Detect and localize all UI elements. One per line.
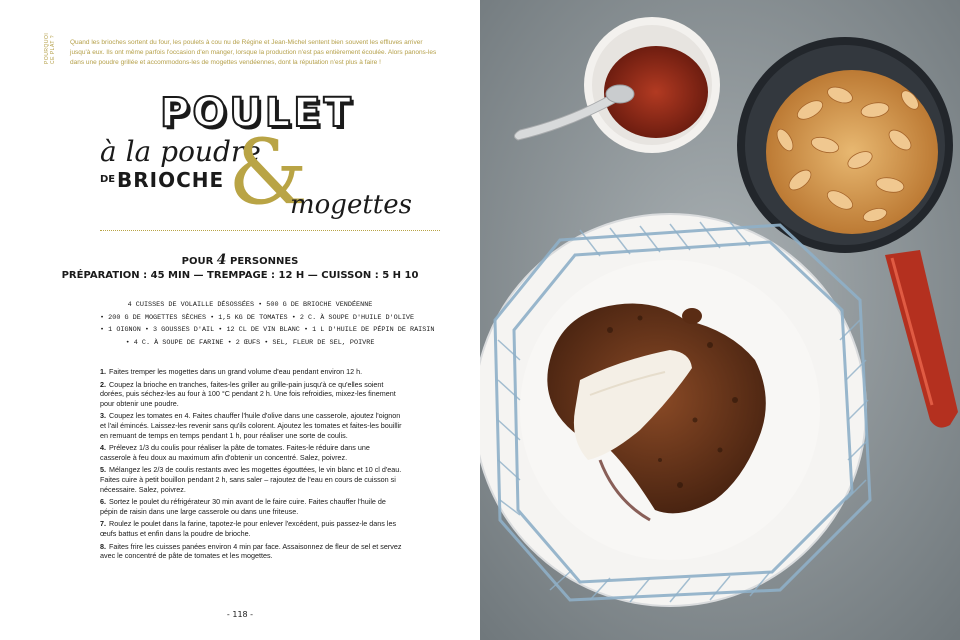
title-de: DE xyxy=(100,174,116,185)
step-number: 5. xyxy=(100,465,106,475)
page-number: - 118 - xyxy=(226,610,254,619)
step-text: Coupez les tomates en 4. Faites chauffer l'huile d'olive dans une casserole, ajoutez l'oignon et l'ail émincés. Laissez-les revenir sans qu'ils colorent. Ajoutez les tomates et faites-les bouillir en remuant de temps en temps pendant 1 h, pour réaliser une sorte de coulis. xyxy=(100,411,402,440)
step-number: 4. xyxy=(100,443,106,453)
step-number: 7. xyxy=(100,519,106,529)
step-text: Sortez le poulet du réfrigérateur 30 min avant de le faire cuire. Faites chauffer l'huile de pépin de raisin dans une large casserole ou dans une friteuse. xyxy=(100,497,386,516)
step-item xyxy=(100,380,402,409)
step-item xyxy=(100,542,402,561)
intro-text: Quand les brioches sortent du four, les poulets à cou nu de Régine et Jean-Michel sentent bien souvent les effluves arriver jusqu'à eux. Ils ont même parfois l'occasion d'en manger, lorsque la production n'est pas entièrement écoulée. Alors panons-les dans une poudre grillée et accommodons-les de mogettes vendéennes, dont la réputation n'est plus à faire ! xyxy=(70,39,437,66)
ingredients-line: • 200 G DE MOGETTES SÈCHES • 1,5 KG DE TOMATES • 2 C. À SOUPE D'HUILE D'OLIVE xyxy=(100,313,415,322)
step-text: Faites tremper les mogettes dans un grand volume d'eau pendant environ 12 h. xyxy=(109,367,363,376)
step-number: 3. xyxy=(100,411,106,421)
title-mogettes: mogettes xyxy=(290,190,412,220)
sidebar-line-1: POURQUOI xyxy=(44,32,50,64)
step-item xyxy=(100,465,402,494)
ingredients-line: • 1 OIGNON • 3 GOUSSES D'AIL • 12 CL DE VIN BLANC • 1 L D'HUILE DE PÉPIN DE RAISIN xyxy=(100,326,435,334)
step-item xyxy=(100,497,402,516)
title-a-la-poudre: à la poudre xyxy=(100,135,261,168)
step-text: Faites frire les cuisses panées environ 4 min par face. Assaisonnez de fleur de sel et servez avec le concentré de pâte de tomates et les mogettes. xyxy=(100,541,402,561)
servings-suffix: PERSONNES xyxy=(230,256,299,267)
servings xyxy=(0,252,480,268)
ingredients-line: 4 CUISSES DE VOLAILLE DÉSOSSÉES • 500 G DE BRIOCHE VENDÉENNE xyxy=(127,301,373,309)
ingredients-list xyxy=(100,299,435,349)
step-number: 6. xyxy=(100,497,106,507)
step-text: Roulez le poulet dans la farine, tapotez-le pour enlever l'excédent, puis passez-le dans les œufs battus et enfin dans la poudre de brioche. xyxy=(100,519,397,538)
step-item xyxy=(100,519,402,538)
step-number: 2. xyxy=(100,379,106,389)
title-brioche: BRIOCHE xyxy=(117,168,225,192)
sidebar-label xyxy=(44,33,56,64)
food-photo xyxy=(480,0,960,640)
steps-list xyxy=(100,367,402,564)
food-photo-illustration xyxy=(480,0,960,640)
step-item xyxy=(100,443,402,462)
title-ampersand: & xyxy=(228,120,309,225)
step-text: Coupez la brioche en tranches, faites-les griller au grille-pain jusqu'à ce qu'elles soient dorées, puis séchez-les au four à 100 °C pendant 2 h. Une fois refroidies, mixez-les finement pour obtenir une poudre. xyxy=(100,379,396,408)
title-divider xyxy=(100,230,440,231)
ingredients-line: • 4 C. À SOUPE DE FARINE • 2 ŒUFS • SEL, FLEUR DE SEL, POIVRE xyxy=(125,338,375,347)
prep-times: PRÉPARATION : 45 MIN — TREMPAGE : 12 H — CUISSON : 5 H 10 xyxy=(61,270,419,281)
sidebar-line-2: CE PLAT ? xyxy=(50,34,56,64)
servings-prefix: POUR xyxy=(181,256,214,267)
step-item xyxy=(100,411,402,440)
servings-number: 4 xyxy=(216,252,227,268)
title-poulet: POULET xyxy=(160,90,354,136)
step-item xyxy=(100,367,402,377)
step-number: 1. xyxy=(100,367,106,376)
step-text: Prélevez 1/3 du coulis pour réaliser la pâte de tomates. Faites-le réduire dans une casserole à feu doux au maximum afin d'obtenir un concentré. Salez, poivrez. xyxy=(100,443,370,462)
step-number: 8. xyxy=(100,541,106,551)
step-text: Mélangez les 2/3 de coulis restants avec les mogettes égouttées, le vin blanc et 10 cl d'eau. Faites cuire à petit bouillon pendant 2 h, sans saler – rajoutez de l'eau en cours de cuisson si nécessaire. Salez, poivrez. xyxy=(100,465,402,494)
